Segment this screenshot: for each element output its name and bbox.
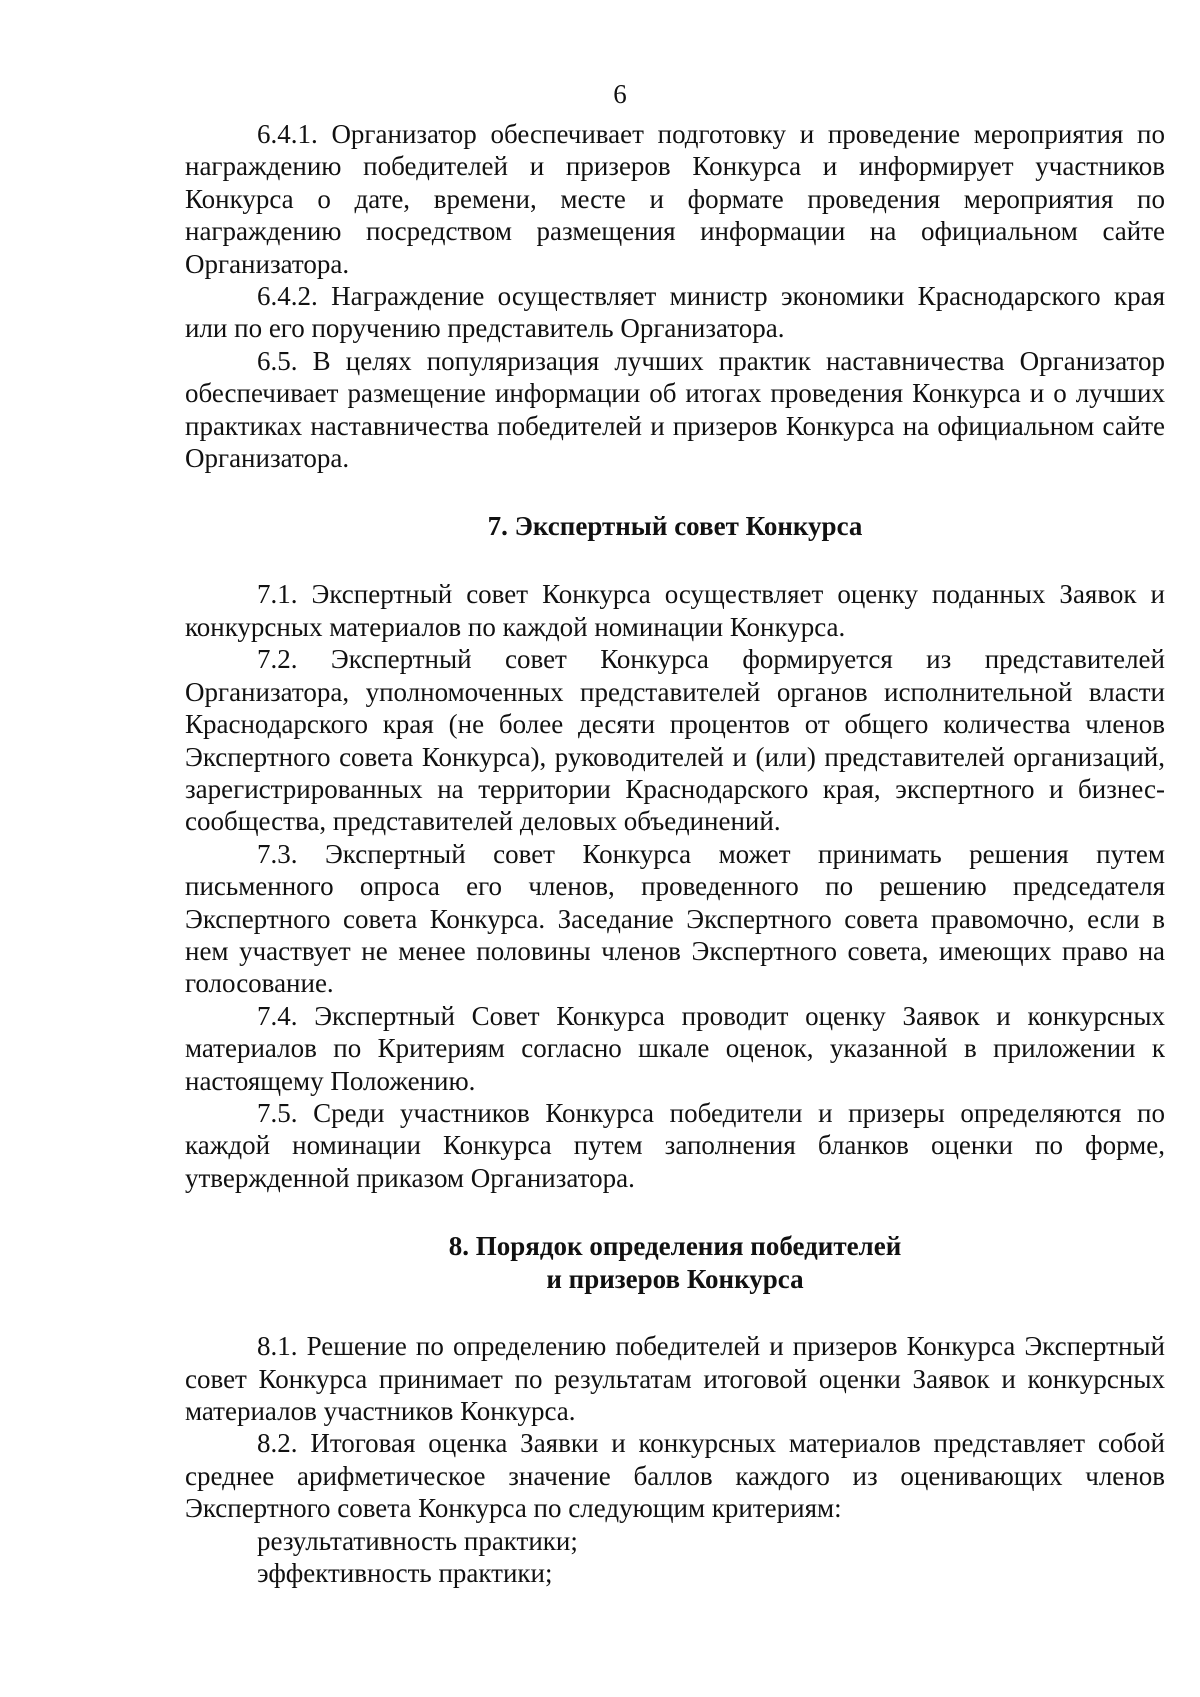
paragraph-7-4: 7.4. Экспертный Совет Конкурса проводит оценку Заявок и конкурсных материалов по Критериям согласно шкале оценок, указанной в приложении к настоящему Положению. xyxy=(185,1000,1165,1096)
section-7-heading xyxy=(185,510,1165,543)
paragraph-7-1: 7.1. Экспертный совет Конкурса осуществляет оценку поданных Заявок и конкурсных материалов по каждой номинации Конкурса. xyxy=(185,579,1165,642)
paragraph-8-1: 8.1. Решение по определению победителей и призеров Конкурса Экспертный совет Конкурса принимает по результатам итоговой оценки Заявок и конкурсных материалов участников Конкурса. xyxy=(185,1331,1165,1426)
section-8-heading xyxy=(185,1230,1165,1296)
criteria-item: результативность практики; xyxy=(257,1525,578,1556)
section-7-heading-line: 7. Экспертный совет Конкурса xyxy=(487,511,863,542)
paragraph-7-3: 7.3. Экспертный совет Конкурса может принимать решения путем письменного опроса его членов, проведенного по решению председателя Экспертного совета Конкурса. Заседание Экспертного совета правомочно, если в нем участвует не менее половины членов Экспертного совета, имеющих право на голосование. xyxy=(185,838,1165,999)
section-8-heading-line-1: 8. Порядок определения победителей xyxy=(448,1231,902,1262)
criteria-item: эффективность практики; xyxy=(257,1558,553,1589)
section-8-heading-line-2: и призеров Конкурса xyxy=(546,1264,804,1295)
page-number: 6 xyxy=(613,79,627,109)
paragraph-7-2: 7.2. Экспертный совет Конкурса формируется из представителей Организатора, уполномоченных представителей органов исполнительной власти Краснодарского края (не более десяти процентов от общего количества членов Экспертного совета Конкурса), руководителей и (или) представителей организаций, зарегистрированных на территории Краснодарского края, экспертного и бизнес-сообщества, представителей деловых объединений. xyxy=(185,644,1165,837)
paragraph-7-5: 7.5. Среди участников Конкурса победители и призеры определяются по каждой номинации Конкурса путем заполнения бланков оценки по форме, утвержденной приказом Организатора. xyxy=(185,1097,1165,1193)
paragraph-6-5: 6.5. В целях популяризация лучших практик наставничества Организатор обеспечивает размещение информации об итогах проведения Конкурса и о лучших практиках наставничества победителей и призеров Конкурса на официальном сайте Организатора. xyxy=(185,345,1165,474)
document-body xyxy=(185,118,1165,1589)
paragraph-6-4-2: 6.4.2. Награждение осуществляет министр экономики Краснодарского края или по его поручению представитель Организатора. xyxy=(185,281,1165,344)
paragraph-8-2: 8.2. Итоговая оценка Заявки и конкурсных материалов представляет собой среднее арифметическое значение баллов каждого из оценивающих членов Экспертного совета Конкурса по следующим критериям: xyxy=(185,1428,1165,1524)
paragraph-6-4-1: 6.4.1. Организатор обеспечивает подготовку и проведение мероприятия по награждению победителей и призеров Конкурса и информирует участников Конкурса о дате, времени, месте и формате проведения мероприятия по награждению посредством размещения информации на официальном сайте Организатора. xyxy=(185,119,1165,279)
